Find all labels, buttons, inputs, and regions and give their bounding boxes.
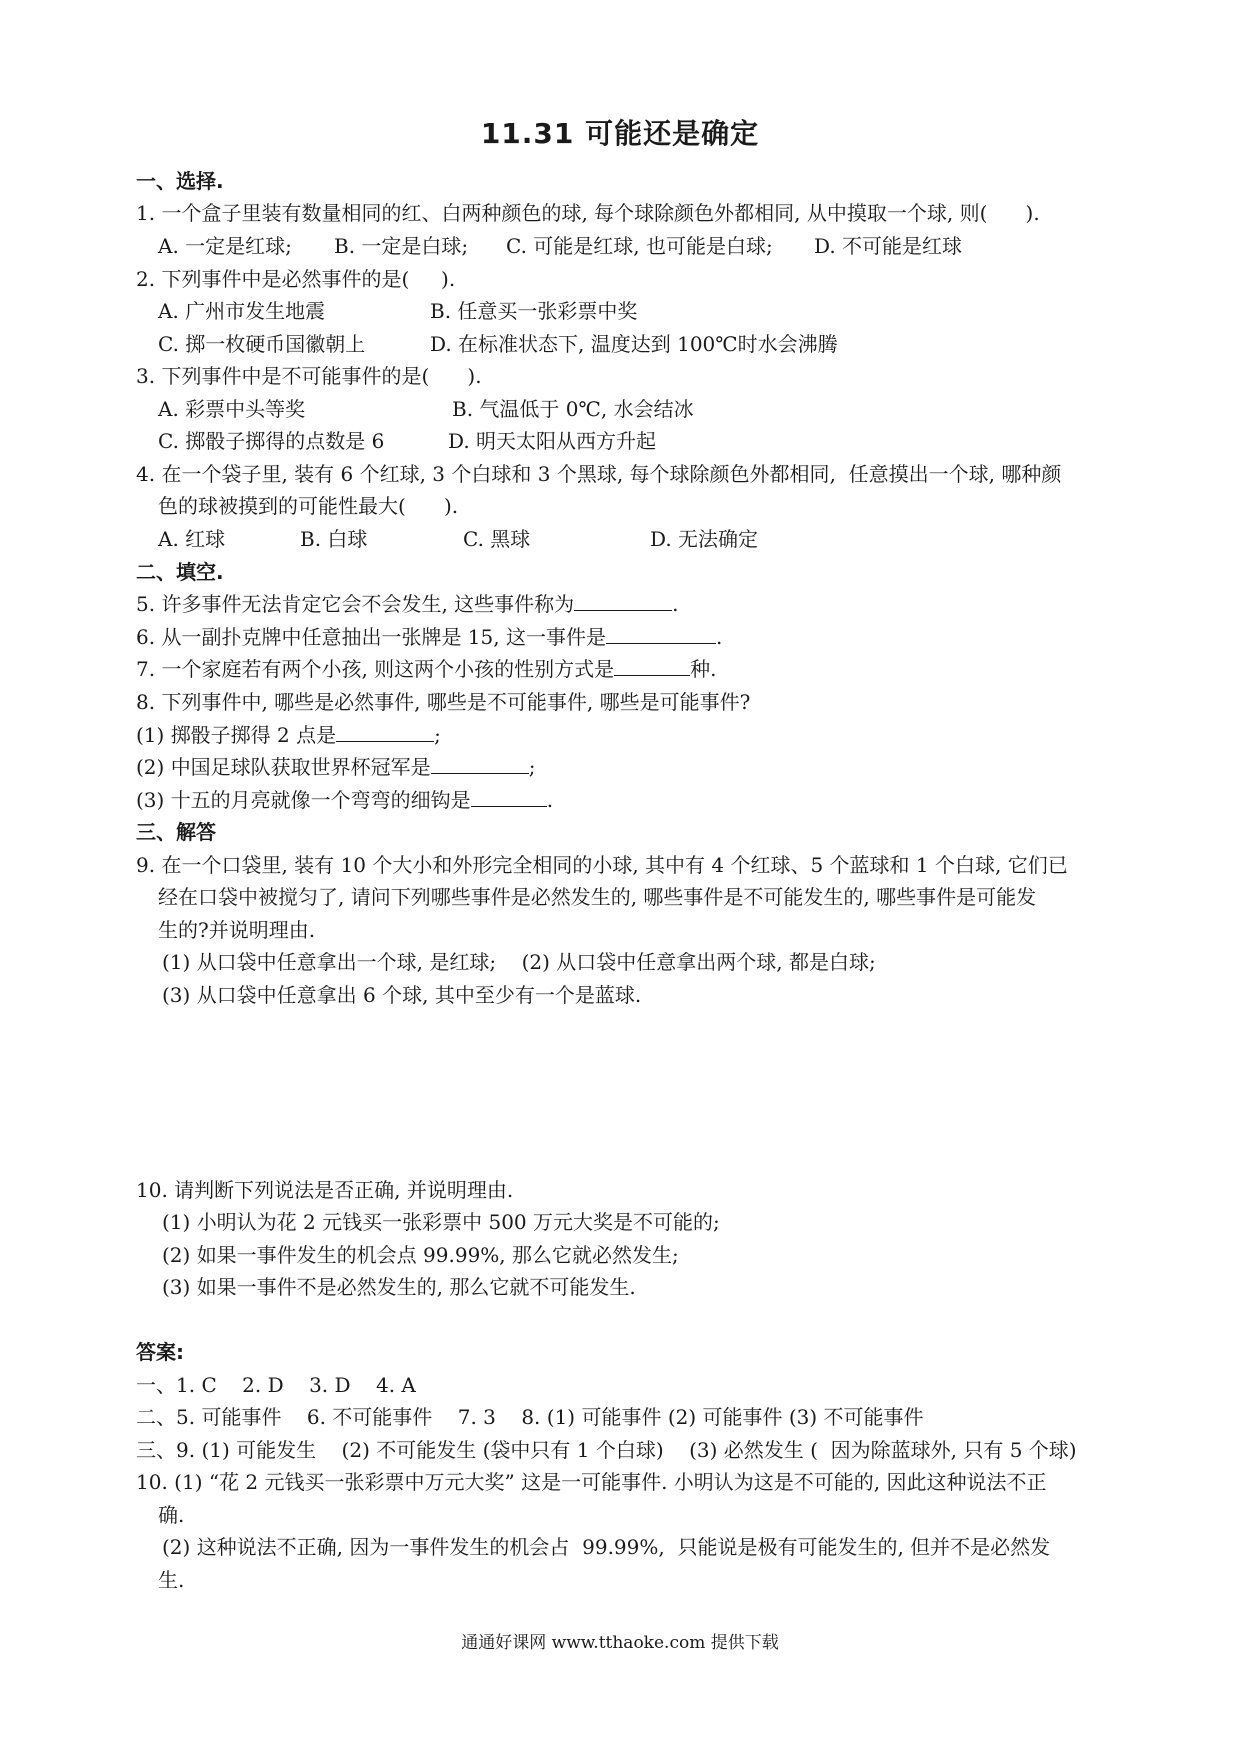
section-heading-solve: 三、解答 (136, 820, 216, 844)
question-7 (136, 654, 717, 684)
question-8-part-3-end: . (546, 788, 554, 812)
question-2-option-a: A. 广州市发生地震 (158, 299, 326, 323)
answer-10-line1: 10. (1) “花 2 元钱买一张彩票中万元大奖” 这是一可能事件. 小明认为这是不可能的, 因此这种说法不正 (136, 1470, 1047, 1494)
question-5 (136, 589, 679, 619)
question-9-parts-1-2: (1) 从口袋中任意拿出一个球, 是红球; (2) 从口袋中任意拿出两个球, 都是白球; (162, 950, 876, 974)
page-footer: 通通好课网 www.tthaoke.com 提供下载 (461, 1633, 779, 1653)
question-4-option-c: C. 黑球 (463, 527, 531, 551)
answer-section-1: 一、1. C 2. D 3. D 4. A (136, 1373, 416, 1397)
answer-blank[interactable] (471, 786, 547, 807)
answer-10-line3: (2) 这种说法不正确, 因为一事件发生的机会占 99.99%, 只能说是极有可能发生的, 但并不是必然发 (162, 1535, 1051, 1559)
page-title: 11.31 可能还是确定 (480, 117, 760, 150)
question-8-part-2-end: ; (528, 755, 536, 779)
question-10-part-2: (2) 如果一事件发生的机会点 99.99%, 那么它就必然发生; (162, 1243, 679, 1267)
question-6-end: . (715, 625, 723, 649)
question-1-option-c: C. 可能是红球, 也可能是白球; (506, 234, 773, 258)
answer-blank[interactable] (614, 655, 690, 676)
question-10-part-3: (3) 如果一事件不是必然发生的, 那么它就不可能发生. (162, 1275, 636, 1299)
question-8-part-1-end: ; (434, 723, 441, 747)
question-1-option-b: B. 一定是白球; (334, 234, 469, 258)
question-2-option-b: B. 任意买一张彩票中奖 (430, 299, 638, 323)
question-4-stem-line2: 色的球被摸到的可能性最大( ). (158, 494, 459, 518)
answer-10-line4: 生. (158, 1568, 185, 1592)
answers-heading: 答案: (136, 1340, 184, 1364)
question-9-line1: 9. 在一个口袋里, 装有 10 个大小和外形完全相同的小球, 其中有 4 个红球、5 个蓝球和 1 个白球, 它们已 (136, 853, 1068, 877)
answer-section-3: 三、9. (1) 可能发生 (2) 不可能发生 (袋中只有 1 个白球) (3) 必然发生 ( 因为除蓝球外, 只有 5 个球) (136, 1438, 1077, 1462)
question-8-stem: 8. 下列事件中, 哪些是必然事件, 哪些是不可能事件, 哪些是可能事件? (136, 690, 751, 714)
answer-blank[interactable] (431, 753, 529, 774)
question-1-stem: 1. 一个盒子里装有数量相同的红、白两种颜色的球, 每个球除颜色外都相同, 从中摸取一个球, 则( ). (136, 201, 1040, 225)
question-8-part-1-text: (1) 掷骰子掷得 2 点是 (136, 723, 337, 747)
answer-blank[interactable] (574, 590, 672, 611)
question-8-part-2-text: (2) 中国足球队获取世界杯冠军是 (136, 755, 431, 779)
question-7-end: 种. (690, 657, 717, 681)
question-1-option-a: A. 一定是红球; (158, 234, 292, 258)
question-2-option-d: D. 在标准状态下, 温度达到 100℃时水会沸腾 (430, 332, 838, 356)
question-3-option-c: C. 掷骰子掷得的点数是 6 (158, 429, 385, 453)
question-10-part-1: (1) 小明认为花 2 元钱买一张彩票中 500 万元大奖是不可能的; (162, 1210, 720, 1234)
answer-blank[interactable] (606, 623, 716, 644)
question-1-option-d: D. 不可能是红球 (814, 234, 963, 258)
question-6 (136, 622, 722, 652)
question-3-option-a: A. 彩票中头等奖 (158, 397, 306, 421)
question-9-line2: 经在口袋中被搅匀了, 请问下列哪些事件是必然发生的, 哪些事件是不可能发生的, 哪些事件是可能发 (158, 885, 1037, 909)
section-heading-choice: 一、选择. (136, 169, 224, 193)
question-8-part-2 (136, 752, 535, 782)
question-6-text: 6. 从一副扑克牌中任意抽出一张牌是 15, 这一事件是 (136, 625, 606, 649)
question-4-option-d: D. 无法确定 (650, 527, 759, 551)
section-heading-fill: 二、填空. (136, 560, 224, 584)
answer-10-line2: 确. (158, 1503, 185, 1527)
question-4-stem-line1: 4. 在一个袋子里, 装有 6 个红球, 3 个白球和 3 个黑球, 每个球除颜色外都相同, 任意摸出一个球, 哪种颜 (136, 462, 1062, 486)
question-2-option-c: C. 掷一枚硬币国徽朝上 (158, 332, 366, 356)
question-9-part-3: (3) 从口袋中任意拿出 6 个球, 其中至少有一个是蓝球. (162, 983, 642, 1007)
question-5-end: . (672, 592, 679, 616)
question-8-part-3 (136, 785, 553, 815)
answer-blank[interactable] (336, 721, 434, 742)
question-2-stem: 2. 下列事件中是必然事件的是( ). (136, 267, 456, 291)
question-4-option-b: B. 白球 (300, 527, 368, 551)
question-9-line3: 生的?并说明理由. (158, 918, 316, 942)
question-5-text: 5. 许多事件无法肯定它会不会发生, 这些事件称为 (136, 592, 575, 616)
question-3-stem: 3. 下列事件中是不可能事件的是( ). (136, 364, 482, 388)
question-3-option-b: B. 气温低于 0℃, 水会结冰 (452, 397, 694, 421)
question-3-option-d: D. 明天太阳从西方升起 (448, 429, 657, 453)
question-7-text: 7. 一个家庭若有两个小孩, 则这两个小孩的性别方式是 (136, 657, 615, 681)
question-8-part-1 (136, 720, 441, 750)
answer-section-2: 二、5. 可能事件 6. 不可能事件 7. 3 8. (1) 可能事件 (2) 可能事件 (3) 不可能事件 (136, 1405, 924, 1429)
question-4-option-a: A. 红球 (158, 527, 226, 551)
question-8-part-3-text: (3) 十五的月亮就像一个弯弯的细钩是 (136, 788, 471, 812)
question-10-stem: 10. 请判断下列说法是否正确, 并说明理由. (136, 1178, 514, 1202)
